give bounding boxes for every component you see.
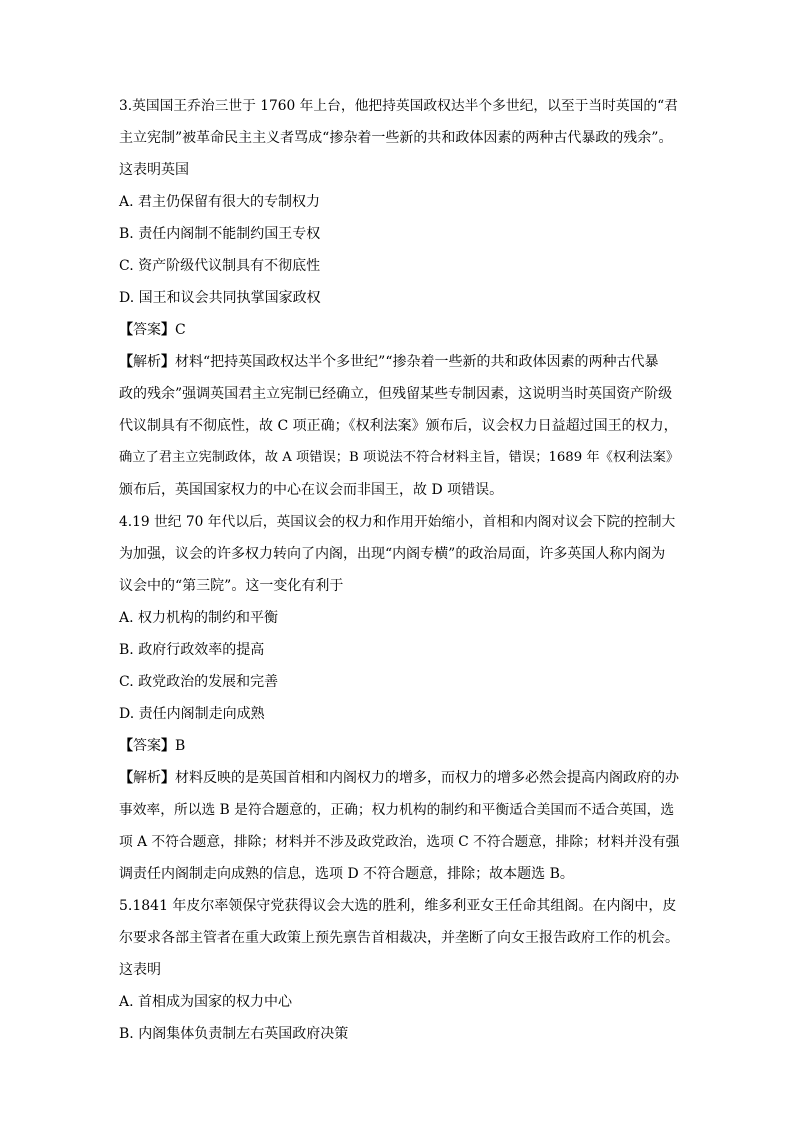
question-stem-line: 为加强，议会的许多权力转向了内阁，出现“内阁专横”的政治局面，许多英国人称内阁为: [119, 546, 666, 562]
analysis-line: 调责任内阁制走向成熟的信息，选项 D 不符合题意，排除；故本题选 B。: [119, 866, 574, 882]
option-a: A. 首相成为国家的权力中心: [119, 994, 293, 1010]
answer-value: C: [175, 322, 186, 338]
question-stem-line: 主立宪制”被革命民主主义者骂成“掺杂着一些新的共和政体因素的两种古代暴政的残余”。: [119, 130, 673, 146]
document-page: [119, 96, 679, 1056]
question-stem-line: 这表明英国: [119, 162, 189, 178]
option-c: C. 政党政治的发展和完善: [119, 674, 279, 690]
bracket-close: 】: [161, 354, 175, 370]
answer-value: B: [175, 738, 186, 754]
analysis-line: 颁布后，英国国家权力的中心在议会而非国王，故 D 项错误。: [119, 482, 504, 498]
analysis-line: 代议制具有不彻底性，故 C 项正确；《权利法案》颁布后，议会权力日益超过国王的权力，: [119, 418, 678, 434]
bracket-open: 【: [119, 354, 133, 370]
analysis-line: [119, 768, 679, 800]
option-b: B. 内阁集体负责制左右英国政府决策: [119, 1026, 349, 1042]
analysis-line: 事效率，所以选 B 是符合题意的，正确；权力机构的制约和平衡适合美国而不适合英国，选: [119, 802, 675, 818]
question-stem-line: 尔要求各部主管者在重大政策上预先禀告首相裁决，并垄断了向女王报告政府工作的机会。: [119, 930, 679, 946]
analysis-line: 确立了君主立宪制政体，故 A 项错误；B 项说法不符合材料主旨，错误；1689 年《权利法案》: [119, 450, 680, 465]
question-stem-line: 3.英国国王乔治三世于 1760 年上台，他把持英国政权达半个多世纪，以至于当时英国的“君: [119, 98, 678, 114]
option-a: A. 君主仍保留有很大的专制权力: [119, 194, 321, 210]
analysis-line: 项 A 不符合题意，排除；材料并不涉及政党政治，选项 C 不符合题意，排除；材料并没有强: [119, 834, 680, 850]
analysis-label: 解析: [133, 354, 161, 370]
question-3: [119, 96, 679, 512]
bracket-open: 【: [119, 770, 133, 786]
analysis-line: 政的残余”强调英国君主立宪制已经确立，但残留某些专制因素，这说明当时英国资产阶级: [119, 386, 673, 402]
bracket-close: 】: [161, 770, 175, 786]
answer-label: 答案: [133, 738, 161, 754]
option-c: C. 资产阶级代议制具有不彻底性: [119, 258, 321, 274]
bracket-close: 】: [161, 738, 175, 754]
bracket-open: 【: [119, 738, 133, 754]
answer-line: [119, 736, 679, 768]
option-b: B. 责任内阁制不能制约国王专权: [119, 226, 321, 242]
analysis-text: 材料反映的是英国首相和内阁权力的增多，而权力的增多必然会提高内阁政府的办: [175, 770, 679, 786]
question-stem-line: 这表明: [119, 962, 161, 978]
question-stem-line: 议会中的“第三院”。这一变化有利于: [119, 578, 344, 594]
bracket-close: 】: [161, 322, 175, 338]
option-d: D. 国王和议会共同执掌国家政权: [119, 290, 321, 306]
bracket-open: 【: [119, 322, 133, 338]
question-stem-line: 4.19 世纪 70 年代以后，英国议会的权力和作用开始缩小，首相和内阁对议会下院的控制大: [119, 514, 676, 530]
answer-line: [119, 320, 679, 352]
answer-label: 答案: [133, 322, 161, 338]
analysis-line: [119, 352, 679, 384]
question-stem-line: 5.1841 年皮尔率领保守党获得议会大选的胜利，维多利亚女王任命其组阁。在内阁中，皮: [119, 898, 677, 914]
analysis-text: 材料“把持英国政权达半个多世纪”“掺杂着一些新的共和政体因素的两种古代暴: [175, 354, 659, 370]
analysis-label: 解析: [133, 770, 161, 786]
question-5: [119, 896, 679, 1056]
option-d: D. 责任内阁制走向成熟: [119, 706, 265, 722]
option-b: B. 政府行政效率的提高: [119, 642, 265, 658]
option-a: A. 权力机构的制约和平衡: [119, 610, 279, 626]
question-4: [119, 512, 679, 896]
